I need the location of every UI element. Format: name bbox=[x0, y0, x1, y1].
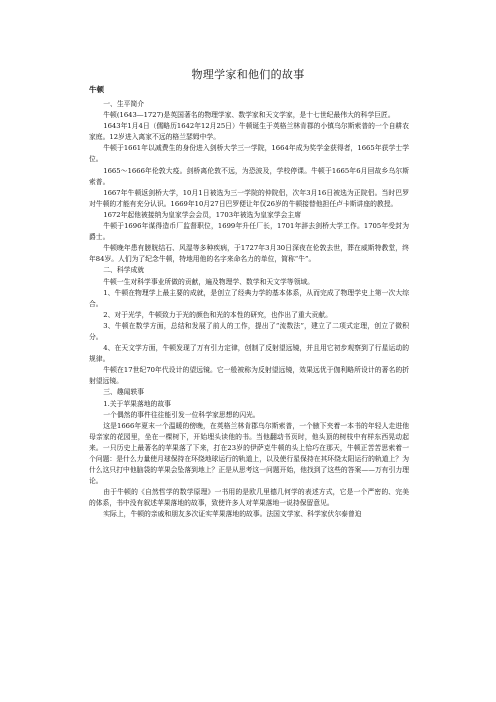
section-heading: 牛顿 bbox=[89, 85, 104, 94]
paragraph: 1643年1月4日（儒略历1642年12月25日）牛顿诞生于英格兰林肯郡的小镇乌尔斯索普的一个自耕农家庭。12岁进入离家不远的格兰瑟姆中学。 bbox=[89, 122, 409, 142]
paragraph: 这是1666年夏末一个温暖的傍晚，在英格兰林肯郡乌尔斯索普，一个腋下夹着一本书的年轻人走进他母亲家的花园里，坐在一棵树下，开始埋头读他的书。当他翻动书页时，他头顶的树枝中有样东西晃动起来。一只历史上最著名的苹果落了下来，打在23岁的伊萨克牛顿的头上恰巧在那天，牛顿正苦苦思索着一个问题：是什么力量使月球保持在环绕地球运行的轨道上，以及使行星保持在其环绕太阳运行的轨道上？为什么这只打中他脑袋的苹果会坠落到地上？正是从思考这一问题开始，他找到了这些的答案——万有引力理论。 bbox=[89, 421, 409, 486]
heading-achievements: 二、科学成就 bbox=[103, 266, 145, 275]
paragraph: 牛顿于1696年谋得造币厂监督职位，1699年升任厂长，1701年辞去剑桥大学工作。1705年受封为爵士。 bbox=[89, 222, 409, 242]
paragraph: 1665～1666年伦敦大疫。剑桥离伦敦不远，为恐波及，学校停课。牛顿于1665年6月回故乡乌尔斯索普。 bbox=[89, 166, 409, 186]
paragraph: 牛顿在17世纪70年代设计的望远镜。它一般被称为反射望远镜，效果远优于伽利略所设计的著名的折射望远镜。 bbox=[89, 366, 409, 386]
document-body bbox=[89, 99, 409, 521]
paragraph: 牛顿晚年患有膀胱结石、风湿等多种疾病，于1727年3月30日深夜在伦敦去世，葬在威斯特教堂，终年84岁。人们为了纪念牛顿，特地用他的名字来命名力的单位，简称“牛”。 bbox=[89, 244, 409, 264]
paragraph: 1.关于苹果落地的故事 bbox=[103, 399, 171, 408]
paragraph: 1、牛顿在物理学上最主要的成就，是创立了经典力学的基本体系，从而完成了物理学史上第一次大综合。 bbox=[89, 288, 409, 308]
paragraph: 由于牛顿的《自然哲学的数学原理》一书用的是欧几里德几何学的表述方式，它是一个严密的、完美的体系，书中没有叙述苹果落地的故事，致使许多人对苹果落地一说持保留意见。 bbox=[89, 488, 409, 508]
paragraph: 一个偶然的事件往往能引发一位科学家思想的闪光。 bbox=[103, 410, 260, 419]
paragraph: 1667年牛顿返剑桥大学，10月1日被选为三一学院的仲院侣，次年3月16日被选为正院侣。当时巴罗对牛顿的才能有充分认识。1669年10月27日巴罗便让年仅26岁的牛顿接替他担任卢卡斯讲座的教授。 bbox=[89, 188, 409, 208]
paragraph: 4、在天文学方面，牛顿发现了万有引力定律，创制了反射望远镜，并且用它初步观察到了行星运动的规律。 bbox=[89, 344, 409, 364]
paragraph: 牛顿(1643—1727)是英国著名的物理学家、数学家和天文学家，是十七世纪最伟大的科学巨匠。 bbox=[103, 111, 395, 120]
heading-biography: 一、生平简介 bbox=[103, 100, 145, 108]
document-title: 物理学家和他们的故事 bbox=[191, 68, 305, 81]
paragraph: 1672年起他被接纳为皇家学会会员，1703年被选为皇家学会主席 bbox=[103, 210, 301, 219]
paragraph: 牛顿一生对科学事业所做的贡献，遍及物理学、数学和天文学等领域。 bbox=[103, 277, 314, 286]
paragraph: 3、牛顿在数学方面，总结和发展了前人的工作，提出了“流数法”，建立了二项式定理，创立了微积分。 bbox=[89, 321, 409, 341]
paragraph: 实际上，牛顿的亲戚和朋友多次证实苹果落地的故事。法国文学家、科学家伏尔泰曾迫 bbox=[103, 510, 362, 519]
heading-anecdotes: 三、趣闻轶事 bbox=[103, 388, 145, 397]
paragraph: 2、对于光学，牛顿致力于光的颜色和光的本性的研究，也作出了重大贡献。 bbox=[103, 310, 332, 319]
paragraph: 牛顿于1661年以减费生的身份进入剑桥大学三一学院，1664年成为奖学金获得者，1665年获学士学位。 bbox=[89, 144, 409, 164]
